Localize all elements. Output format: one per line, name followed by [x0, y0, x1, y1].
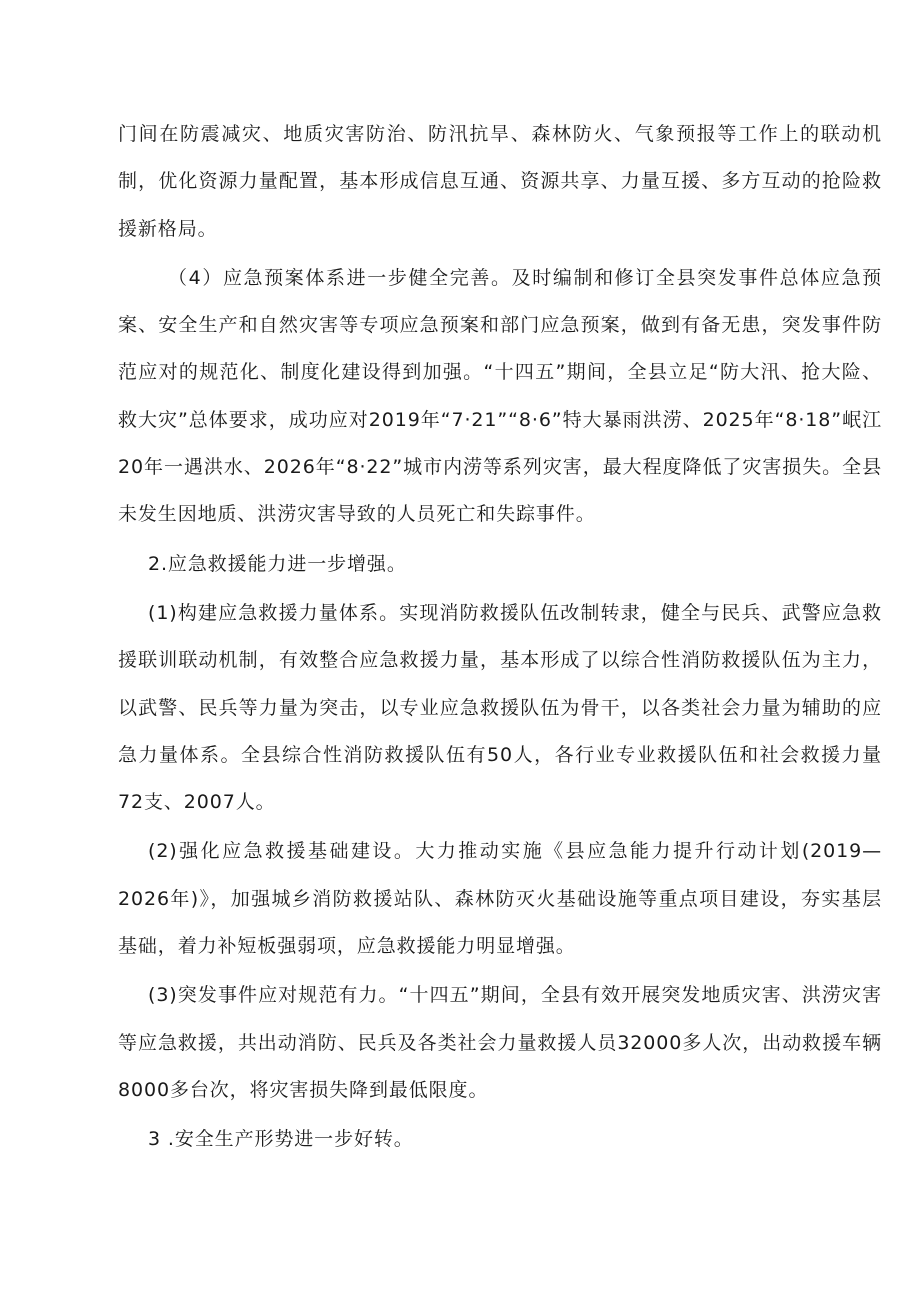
- document-body: [118, 111, 882, 1164]
- paragraph-rescue-infrastructure: (2)强化应急救援基础建设。大力推动实施《县应急能力提升行动计划(2019—2026年)》，加强城乡消防救援站队、森林防灭火基础设施等重点项目建设，夯实基层基础，着力补短板强弱项，应急救援能力明显增强。: [118, 840, 882, 958]
- paragraph-continuation: 门间在防震减灾、地质灾害防治、防汛抗旱、森林防火、气象预报等工作上的联动机制，优化资源力量配置，基本形成信息互通、资源共享、力量互援、多方互动的抢险救援新格局。: [118, 123, 882, 240]
- section-heading-rescue-capability: 2.应急救援能力进一步增强。: [148, 552, 407, 575]
- section-heading-work-safety: 3 .安全生产形势进一步好转。: [148, 1128, 414, 1151]
- paragraph-emergency-plan-system: （4）应急预案体系进一步健全完善。及时编制和修订全县突发事件总体应急预案、安全生产和自然灾害等专项应急预案和部门应急预案，做到有备无患，突发事件防范应对的规范化、制度化建设得到加强。“十四五”期间，全县立足“防大汛、抢大险、救大灾”总体要求，成功应对2019年“7·21”“8·6”特大暴雨洪涝、2025年“8·18”岷江20年一遇洪水、2026年“8·22”城市内涝等系列灾害，最大程度降低了灾害损失。全县未发生因地质、洪涝灾害导致的人员死亡和失踪事件。: [118, 266, 882, 526]
- paragraph-emergency-response: (3)突发事件应对规范有力。“十四五”期间，全县有效开展突发地质灾害、洪涝灾害等应急救援，共出动消防、民兵及各类社会力量救援人员32000多人次，出动救援车辆8000多台次，将灾害损失降到最低限度。: [118, 984, 882, 1101]
- paragraph-rescue-force-system: (1)构建应急救援力量体系。实现消防救援队伍改制转隶，健全与民兵、武警应急救援联训联动机制，有效整合应急救援力量，基本形成了以综合性消防救援队伍为主力，以武警、民兵等力量为突击，以专业应急救援队伍为骨干，以各类社会力量为辅助的应急力量体系。全县综合性消防救援队伍有50人，各行业专业救援队伍和社会救援力量72支、2007人。: [118, 601, 882, 814]
